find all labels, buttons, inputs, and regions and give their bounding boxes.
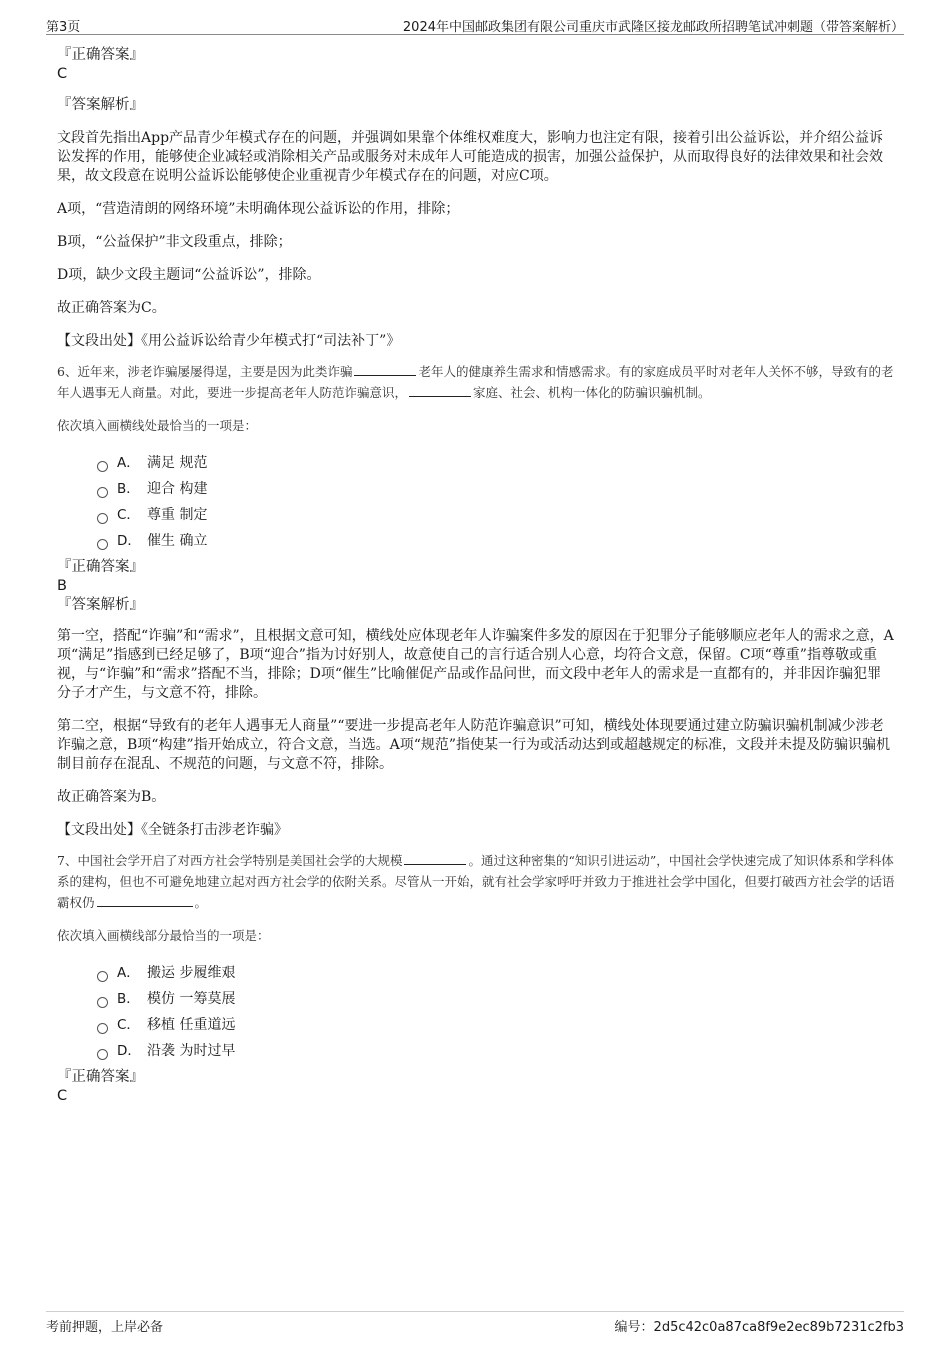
q7-option-b[interactable]: B． 模仿 一筹莫展: [97, 986, 895, 1012]
q5-source: 【文段出处】《用公益诉讼给青少年模式打“司法补丁”》: [57, 333, 401, 349]
q5-answer-label: 『正确答案』: [57, 47, 144, 63]
q6-option-c[interactable]: C． 尊重 制定: [97, 502, 895, 528]
q7-option-d[interactable]: D． 沿袭 为时过早: [97, 1038, 895, 1064]
radio-icon[interactable]: [97, 997, 108, 1008]
radio-icon[interactable]: [97, 461, 108, 472]
q5-analysis-p1: 文段首先指出App产品青少年模式存在的问题，并强调如果靠个体维权难度大，影响力也注定有限，接着引出公益诉讼，并介绍公益诉讼发挥的作用，能够使企业减轻或消除相关产品或服务对未成年人可能造成的损害，加强公益保护，从而取得良好的法律效果和社会效果，故文段意在说明公益诉讼能够使企业重视青少年模式存在的问题，对应C项。: [57, 130, 884, 184]
footer-slogan: 考前押题，上岸必备: [46, 1320, 164, 1335]
q6-blank-2: [409, 384, 471, 397]
radio-icon[interactable]: [97, 513, 108, 524]
q7-options: [57, 960, 895, 1064]
q6-analysis-label: 『答案解析』: [57, 597, 144, 613]
q5-analysis-label: 『答案解析』: [57, 97, 144, 113]
q6-source: 【文段出处】《全链条打击涉老诈骗》: [57, 822, 288, 838]
q6-analysis-p3: 故正确答案为B。: [57, 789, 166, 805]
q6-stem: 6、近年来，涉老诈骗屡屡得逞，主要是因为此类诈骗 老年人的健康养生需求和情感需求。有的家庭成员平时对老年人关怀不够，导致有的老年人遇事无人商量。对此，要进一步提高老年人防范诈骗意识， 家庭、社会、机构一体化的防骗识骗机制。: [57, 364, 894, 400]
q5-analysis-p4: D项，缺少文段主题词“公益诉讼”，排除。: [57, 267, 321, 283]
q6-option-a[interactable]: A． 满足 规范: [97, 450, 895, 476]
page-footer: [46, 1311, 904, 1334]
radio-icon[interactable]: [97, 487, 108, 498]
q7-stem: 7、中国社会学开启了对西方社会学特别是美国社会学的大规模 。通过这种密集的“知识引进运动”，中国社会学快速完成了知识体系和学科体系的建构，但也不可避免地建立起对西方社会学的依附关系。尽管从一开始，就有社会学家呼吁并致力于推进社会学中国化，但要打破西方社会学的话语霸权仍 。: [57, 853, 895, 910]
q6-analysis-p2: 第二空，根据“导致有的老年人遇事无人商量”“要进一步提高老年人防范诈骗意识”可知，横线处体现要通过建立防骗识骗机制减少涉老诈骗之意，B项“构建”指开始成立，符合文意，当选。A项“规范”指使某一行为或活动达到或超越规定的标准，文段并未提及防骗识骗机制目前存在混乱、不规范的问题，与文意不符，排除。: [57, 718, 891, 772]
q6-blank-1: [354, 363, 416, 376]
radio-icon[interactable]: [97, 539, 108, 550]
q5-analysis-p2: A项，“营造清朗的网络环境”未明确体现公益诉讼的作用，排除；: [57, 201, 460, 217]
q7-blank-2: [97, 894, 193, 907]
q5-analysis-p3: B项，“公益保护”非文段重点，排除；: [57, 234, 292, 250]
q5-analysis-p5: 故正确答案为C。: [57, 300, 166, 316]
q5-answer: C: [57, 66, 68, 82]
radio-icon[interactable]: [97, 1023, 108, 1034]
q6-prompt: 依次填入画横线处最恰当的一项是：: [57, 418, 258, 433]
document-title: 2024年中国邮政集团有限公司重庆市武隆区接龙邮政所招聘笔试冲刺题（带答案解析）: [402, 20, 904, 35]
q6-analysis-p1: 第一空，搭配“诈骗”和“需求”，且根据文意可知，横线处应体现老年人诈骗案件多发的原因在于犯罪分子能够顺应老年人的需求之意，A项“满足”指感到已经足够了，B项“迎合”指为讨好别人，故意使自己的言行适合别人心意，均符合文意，保留。C项“尊重”指尊敬或重视，与“诈骗”和“需求”搭配不当，排除；D项“催生”比喻催促产品或作品问世，而文段中老年人的需求是一直都有的，并非因诈骗犯罪分子才产生，与文意不符，排除。: [57, 628, 894, 701]
q7-blank-1: [404, 852, 466, 865]
q6-answer-label: 『正确答案』: [57, 559, 144, 575]
q7-option-c[interactable]: C． 移植 任重道远: [97, 1012, 895, 1038]
radio-icon[interactable]: [97, 1049, 108, 1060]
q6-answer: B: [57, 578, 67, 594]
radio-icon[interactable]: [97, 971, 108, 982]
q6-options: [57, 450, 895, 554]
q6-option-d[interactable]: D． 催生 确立: [97, 528, 895, 554]
q7-answer-label: 『正确答案』: [57, 1069, 144, 1085]
q6-option-b[interactable]: B． 迎合 构建: [97, 476, 895, 502]
page-header: [46, 14, 904, 35]
q7-option-a[interactable]: A． 搬运 步履维艰: [97, 960, 895, 986]
page-number: 第3页: [46, 20, 81, 35]
document-body: [57, 46, 895, 1106]
document-code: 编号：2d5c42c0a87ca8f9e2ec89b7231c2fb3: [614, 1320, 904, 1335]
q7-answer: C: [57, 1088, 68, 1104]
q7-prompt: 依次填入画横线部分最恰当的一项是：: [57, 928, 270, 943]
